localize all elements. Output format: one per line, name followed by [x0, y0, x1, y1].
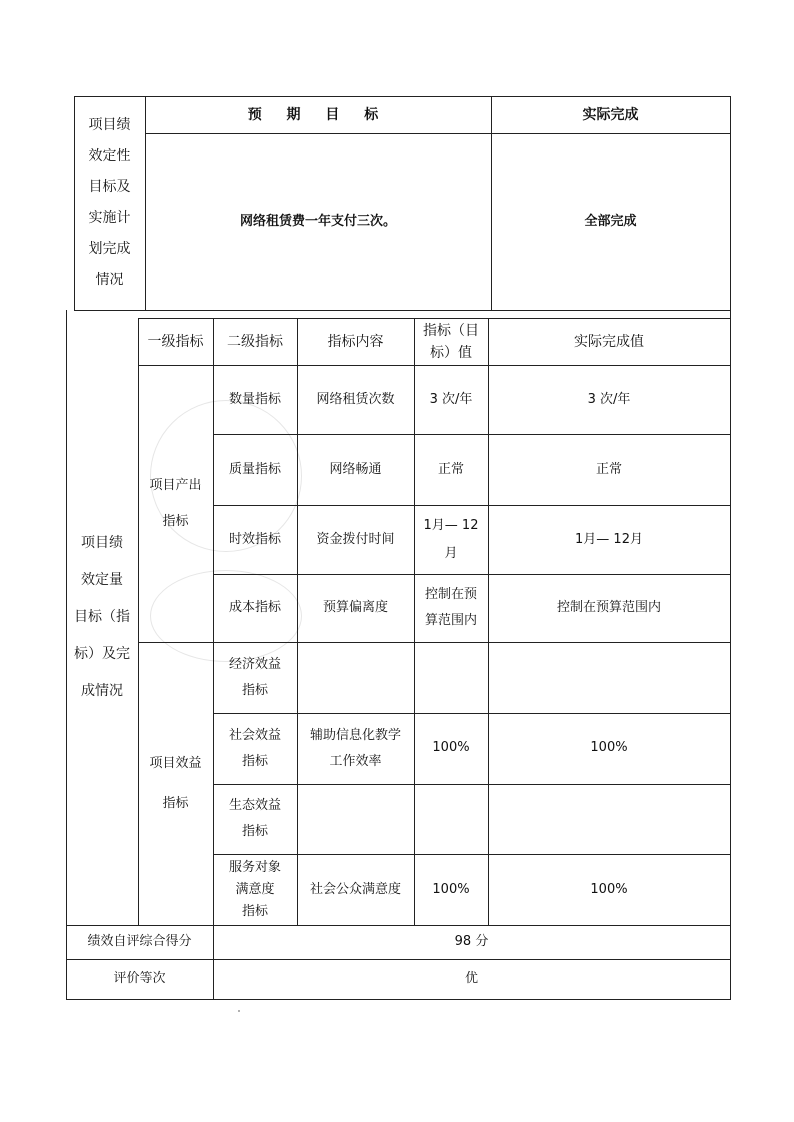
grid-line	[66, 999, 730, 1000]
row-actual: 3 次/年	[587, 391, 631, 407]
header-level1-indicator: 一级指标	[147, 333, 204, 350]
row-target	[414, 642, 488, 713]
row-content	[297, 642, 414, 713]
row-actual: 控制在预算范围内	[556, 600, 661, 615]
row-level2: 成本指标	[228, 600, 281, 615]
actual-completion-header: 实际完成	[582, 106, 639, 123]
group-output-indicators: 项目产出 指标	[149, 477, 202, 529]
row-level2: 社会效益 指标	[228, 727, 281, 769]
header-indicator-content: 指标内容	[327, 333, 384, 350]
row-target: 正常	[437, 461, 464, 477]
quantitative-section-label: 项目绩 效定量 目标（指 标）及完 成情况	[74, 535, 130, 699]
actual-completion-text: 全部完成	[584, 213, 637, 229]
overall-score-value: 98 分	[454, 934, 489, 949]
grid-line	[74, 310, 730, 311]
row-level2: 数量指标	[228, 391, 281, 407]
expected-goal-header: 预 期 目 标	[247, 106, 389, 123]
row-actual: 100%	[590, 881, 628, 897]
qualitative-section-label: 项目绩 效定性 目标及 实施计 划完成 情况	[88, 117, 131, 288]
evaluation-grade-value: 优	[464, 971, 478, 986]
row-target	[414, 784, 488, 854]
row-content: 网络畅通	[329, 461, 382, 477]
row-level2: 经济效益 指标	[228, 656, 281, 698]
row-content: 辅助信息化教学 工作效率	[309, 727, 401, 769]
row-content: 网络租赁次数	[316, 391, 395, 407]
row-target: 100%	[432, 881, 470, 897]
scan-speck	[238, 1010, 240, 1012]
row-actual	[488, 642, 730, 713]
row-content: 社会公众满意度	[309, 881, 401, 897]
overall-score-label: 绩效自评综合得分	[87, 934, 192, 949]
row-content: 资金拨付时间	[316, 531, 395, 547]
row-level2: 服务对象 满意度 指标	[228, 859, 281, 919]
expected-goal-text: 网络租赁费一年支付三次。	[239, 213, 396, 229]
row-target: 3 次/年	[429, 391, 473, 407]
row-level2: 质量指标	[228, 461, 281, 477]
header-target-value: 指标（目 标）值	[423, 322, 479, 361]
row-target: 控制在预 算范围内	[424, 587, 477, 628]
row-actual: 正常	[595, 461, 622, 477]
group-benefit-indicators: 项目效益 指标	[149, 755, 202, 811]
header-level2-indicator: 二级指标	[227, 333, 283, 350]
row-actual: 100%	[590, 740, 628, 755]
row-content	[297, 784, 414, 854]
row-actual: 1月— 12月	[575, 531, 643, 547]
header-actual-value: 实际完成值	[574, 333, 644, 350]
grid-line	[730, 96, 731, 1000]
row-level2: 时效指标	[228, 531, 281, 547]
row-target: 1月— 12 月	[423, 517, 479, 561]
row-level2: 生态效益 指标	[228, 798, 281, 839]
row-content: 预算偏离度	[322, 600, 388, 615]
row-target: 100%	[432, 740, 470, 755]
row-actual	[488, 784, 730, 854]
evaluation-grade-label: 评价等次	[113, 971, 166, 986]
